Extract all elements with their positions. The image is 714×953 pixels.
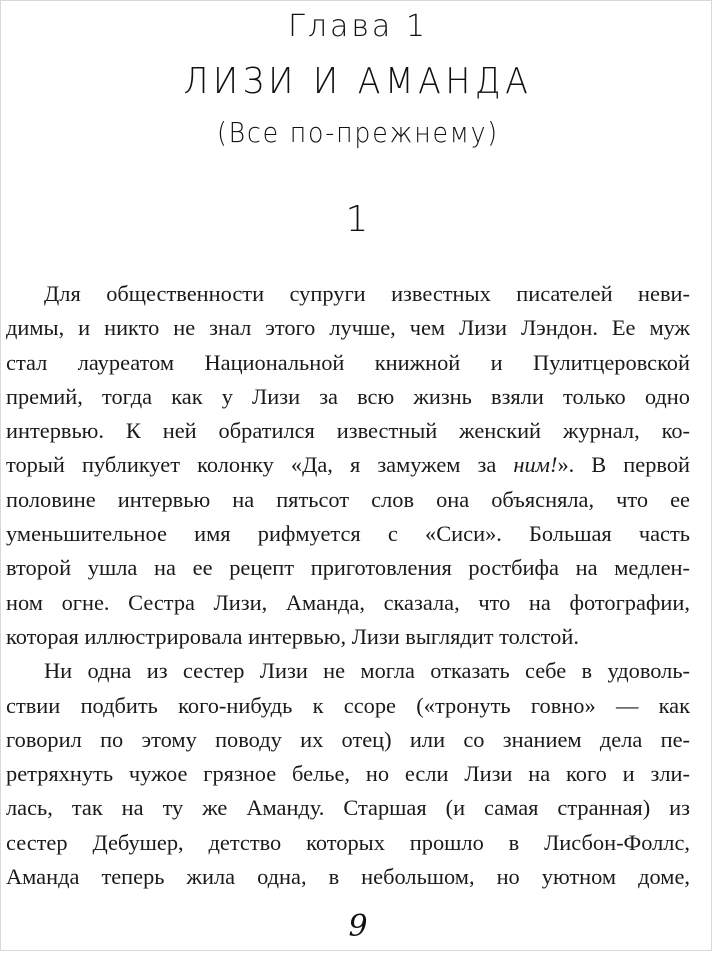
text-line: ствии подбить кого-нибудь к ссоре («тронуть говно» — как	[6, 692, 690, 718]
section-number: 1	[345, 199, 371, 240]
text-line: уменьшительное имя рифмуется с «Сиси». Большая часть	[6, 521, 690, 547]
text-line	[6, 448, 690, 482]
text-line: стал лауреатом Национальной книжной и Пулитцеровской	[6, 349, 690, 375]
text-line: Ни одна из сестер Лизи не могла отказать себе в удоволь-	[44, 658, 690, 684]
text-line: ретряхнуть чужое грязное белье, но если Лизи на кого и зли-	[6, 761, 690, 787]
italic-fragment: ним!	[513, 452, 558, 478]
text-fragment: ». В первой	[557, 452, 690, 478]
text-fragment: торый публикует колонку «Да, я замужем за	[6, 452, 514, 478]
text-line: димы, и никто не знал этого лучше, чем Лизи Лэндон. Ее муж	[6, 315, 690, 341]
chapter-title: ЛИЗИ И АМАНДА	[183, 61, 533, 102]
text-line: второй ушла на ее рецепт приготовления ростбифа на медлен-	[6, 555, 690, 581]
text-line: говорил по этому поводу их отец) или со знанием дела пе-	[6, 726, 690, 752]
text-line: Аманда теперь жила одна, в небольшом, но уютном доме,	[6, 864, 690, 890]
text-line: половине интервью на пятьсот слов она объясняла, что ее	[6, 486, 690, 512]
text-line: ном огне. Сестра Лизи, Аманда, сказала, что на фотографии,	[6, 589, 690, 615]
text-line: Для общественности супруги известных писателей неви-	[44, 281, 690, 306]
text-line: сестер Дебушер, детство которых прошло в Лисбон-Фоллс,	[6, 829, 690, 855]
chapter-subtitle: (Все по-прежнему)	[217, 116, 499, 149]
text-line: которая иллюстрировала интервью, Лизи выглядит толстой.	[6, 623, 579, 649]
page-number: 9	[348, 909, 368, 944]
chapter-number: Глава 1	[288, 9, 428, 44]
text-line: лась, так на ту же Аманду. Старшая (и самая странная) из	[6, 795, 690, 821]
text-line: интервью. К ней обратился известный женский журнал, ко-	[6, 418, 690, 444]
body-text	[6, 277, 690, 894]
text-line: премий, тогда как у Лизи за всю жизнь взяли только одно	[6, 383, 690, 409]
